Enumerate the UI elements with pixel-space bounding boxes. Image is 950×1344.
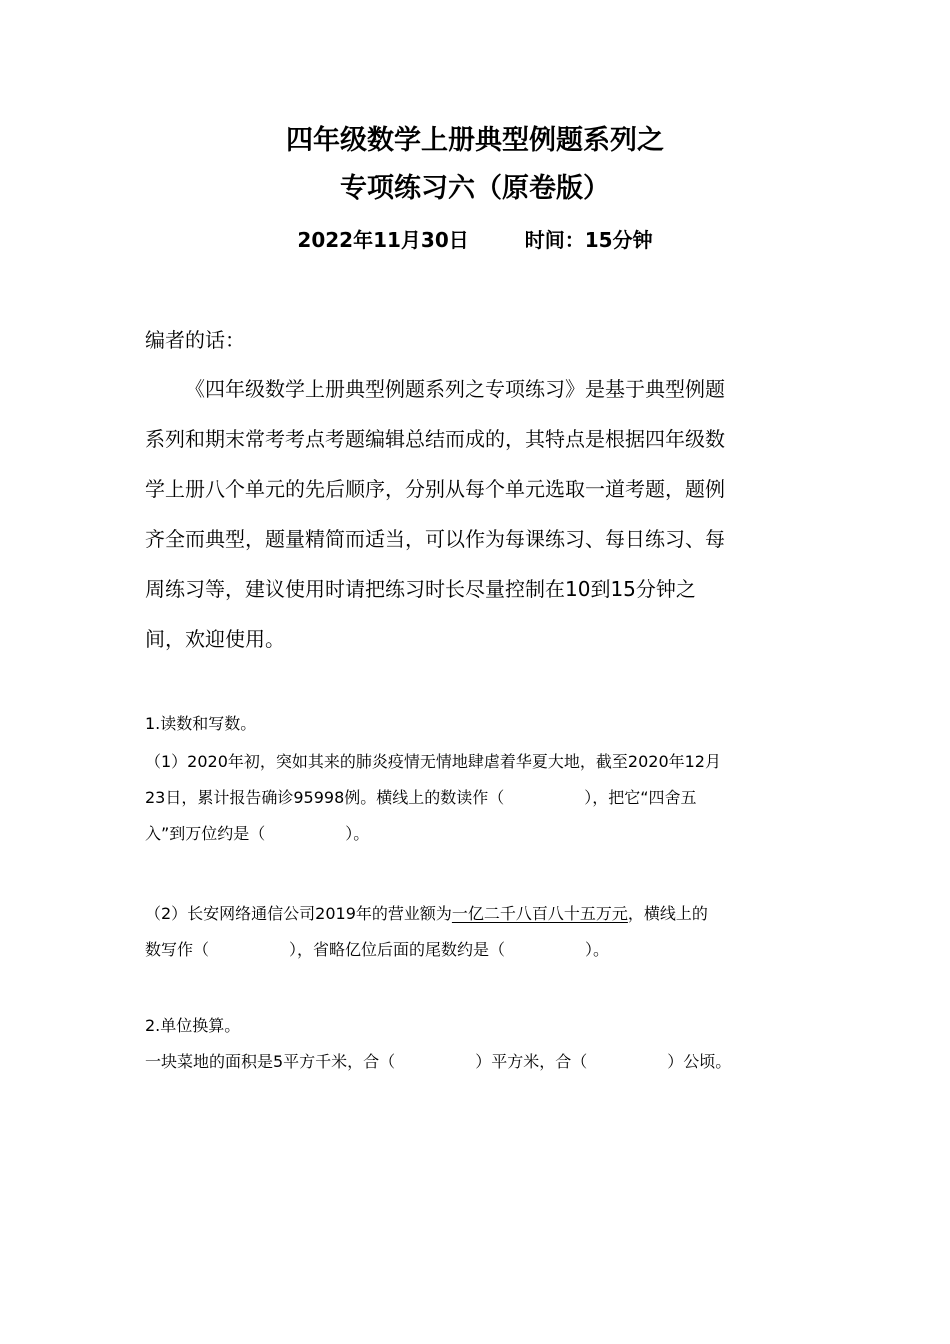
question-1-part-2 (145, 904, 815, 976)
document-title-line-1: 四年级数学上册典型例题系列之 (286, 125, 664, 156)
question-text: 入”到万位约是（ (145, 824, 266, 843)
preface-heading: 编者的话： (145, 328, 245, 352)
time-limit: 时间：15分钟 (524, 228, 653, 252)
question-2-body (145, 1052, 815, 1080)
question-text: ）。 (345, 824, 370, 843)
question-line: （1）2020年初，突如其来的肺炎疫情无情地肆虐着华夏大地，截至2020年12月 (145, 752, 721, 771)
document-title-line-2: 专项练习六（原卷版） (340, 173, 610, 204)
question-1-heading: 1.读数和写数。 (145, 714, 257, 733)
preface-line: 周练习等，建议使用时请把练习时长尽量控制在10到15分钟之 (145, 577, 696, 601)
question-text: 数写作（ (145, 940, 210, 959)
question-text: ），把它“四舍五 (584, 788, 697, 807)
question-line (145, 904, 815, 940)
question-line (145, 788, 815, 824)
question-line (145, 940, 815, 976)
preface-line: 学上册八个单元的先后顺序，分别从每个单元选取一道考题，题例 (145, 477, 725, 501)
underlined-amount: 一亿二千八百八十五万元 (451, 904, 628, 923)
question-text: ），省略亿位后面的尾数约是（ (289, 940, 506, 959)
question-text: 一块菜地的面积是5平方千米，合（ (145, 1052, 396, 1071)
preface-line: 《四年级数学上册典型例题系列之专项练习》是基于典型例题 (185, 377, 725, 401)
question-2-heading: 2.单位换算。 (145, 1016, 241, 1035)
question-text: ）平方米，合（ (475, 1052, 588, 1071)
question-line (145, 1052, 815, 1080)
question-text: （2）长安网络通信公司2019年的营业额为 (145, 904, 452, 923)
document-date: 2022年11月30日 (297, 228, 469, 252)
date-time-line (0, 226, 950, 254)
preface-line: 系列和期末常考考点考题编辑总结而成的，其特点是根据四年级数 (145, 427, 725, 451)
preface-line: 间，欢迎使用。 (145, 627, 285, 651)
preface-body (145, 374, 805, 674)
question-text: 23日，累计报告确诊95998例。横线上的数读作（ (145, 788, 505, 807)
question-text: ）。 (585, 940, 610, 959)
question-line (145, 824, 815, 860)
question-text: ，横线上的 (627, 904, 708, 923)
preface-line: 齐全而典型，题量精简而适当，可以作为每课练习、每日练习、每 (145, 527, 725, 551)
question-1-part-1 (145, 752, 815, 860)
question-text: ）公顷。 (667, 1052, 732, 1071)
